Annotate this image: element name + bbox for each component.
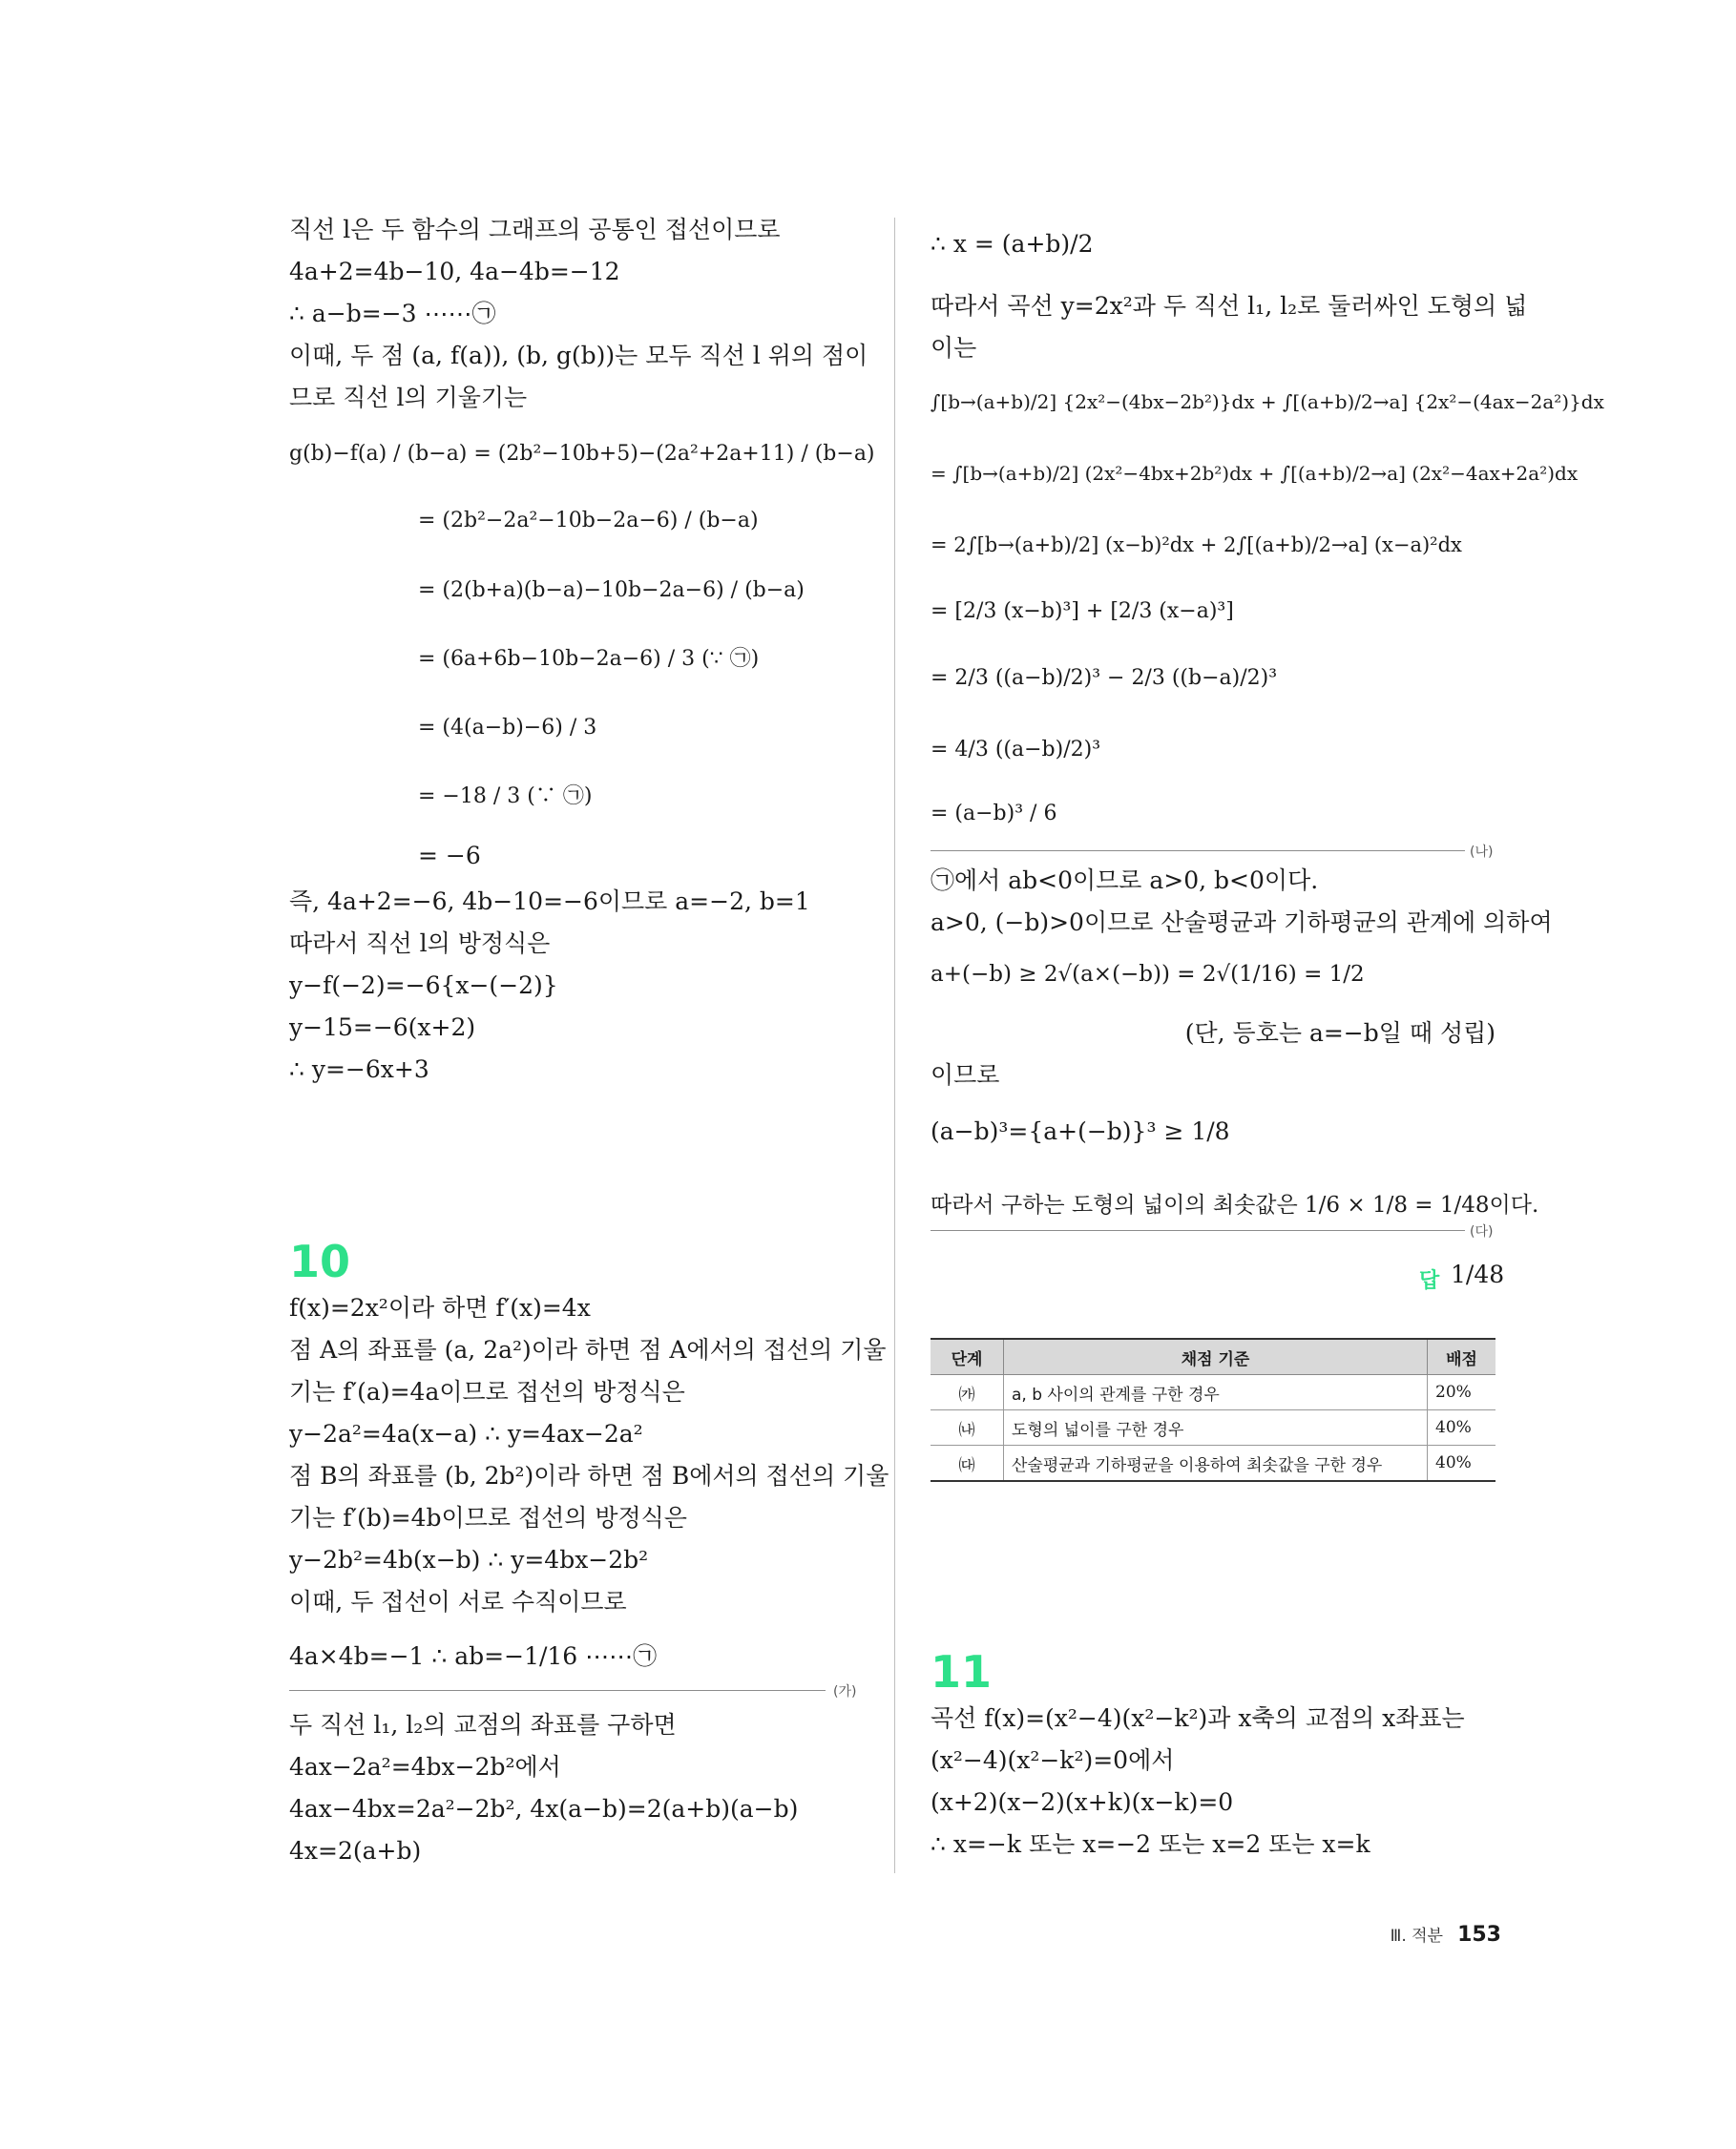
criterion-cell: 산술평균과 기하평균을 이용하여 최솟값을 구한 경우: [1004, 1446, 1428, 1482]
solution-line: ∴ x = (a+b)/2: [931, 230, 1094, 258]
solution-line: 직선 l은 두 함수의 그래프의 공통인 접선이므로: [289, 216, 781, 243]
integral-line: = 2∫[b→(a+b)/2] (x−b)²dx + 2∫[(a+b)/2→a] (x−a)²dx: [931, 533, 1462, 556]
page-footer: [1391, 1922, 1501, 1947]
solution-line: a+(−b) ≥ 2√(a×(−b)) = 2√(1/16) = 1/2: [931, 962, 1365, 987]
step-divider: [931, 1230, 1465, 1231]
solution-line: 4x=2(a+b): [289, 1837, 422, 1865]
step-cell: ㈏: [931, 1410, 1004, 1446]
answer-value: 1/48: [1451, 1261, 1505, 1288]
solution-line: 즉, 4a+2=−6, 4b−10=−6이므로 a=−2, b=1: [289, 887, 810, 915]
solution-line: y−2a²=4a(x−a) ∴ y=4ax−2a²: [289, 1420, 643, 1448]
solution-line: 이때, 두 접선이 서로 수직이므로: [289, 1588, 627, 1616]
solution-line: (x²−4)(x²−k²)=0에서: [931, 1746, 1175, 1774]
solution-line: 기는 f′(a)=4a이므로 접선의 방정식은: [289, 1378, 685, 1406]
integral-line: = 4/3 ((a−b)/2)³: [931, 738, 1101, 762]
table-header: 배점: [1428, 1339, 1496, 1375]
solution-line: 점 B의 좌표를 (b, 2b²)이라 하면 점 B에서의 접선의 기울: [289, 1462, 889, 1490]
table-header: 단계: [931, 1339, 1004, 1375]
solution-line: 점 A의 좌표를 (a, 2a²)이라 하면 점 A에서의 접선의 기울: [289, 1336, 887, 1364]
step-divider: [289, 1690, 826, 1691]
solution-line: 이때, 두 점 (a, f(a)), (b, g(b))는 모두 직선 l 위의 점이: [289, 342, 868, 369]
page-number: 153: [1457, 1923, 1501, 1947]
solution-line: y−f(−2)=−6{x−(−2)}: [289, 971, 558, 999]
criterion-cell: 도형의 넓이를 구한 경우: [1004, 1410, 1428, 1446]
answer-label: 답: [1419, 1269, 1440, 1293]
equation-line: = (6a+6b−10b−2a−6) / 3 (∵ ㉠): [418, 647, 760, 671]
solution-line: 4a×4b=−1 ∴ ab=−1/16 ⋯⋯㉠: [289, 1642, 658, 1670]
score-cell: 40%: [1428, 1446, 1496, 1482]
integral-line: = ∫[b→(a+b)/2] (2x²−4bx+2b²)dx + ∫[(a+b)/2→a] (2x²−4ax+2a²)dx: [931, 462, 1579, 485]
solution-line: ∴ x=−k 또는 x=−2 또는 x=2 또는 x=k: [931, 1830, 1370, 1858]
score-cell: 40%: [1428, 1410, 1496, 1446]
grading-table: [931, 1338, 1495, 1482]
solution-line: 이므로: [931, 1061, 1000, 1089]
table-row: [931, 1410, 1495, 1446]
solution-line: y−15=−6(x+2): [289, 1013, 476, 1041]
integral-line: ∫[b→(a+b)/2] {2x²−(4bx−2b²)}dx + ∫[(a+b)/2→a] {2x²−(4ax−2a²)}dx: [931, 390, 1604, 413]
solution-line: 따라서 곡선 y=2x²과 두 직선 l₁, l₂로 둘러싸인 도형의 넓: [931, 292, 1528, 320]
solution-line: 따라서 구하는 도형의 넓이의 최솟값은 1/6 × 1/8 = 1/48이다.: [931, 1193, 1539, 1218]
solution-line: 4ax−2a²=4bx−2b²에서: [289, 1753, 561, 1781]
solution-line: 4ax−4bx=2a²−2b², 4x(a−b)=2(a+b)(a−b): [289, 1795, 799, 1823]
step-label: (나): [1470, 845, 1494, 860]
step-cell: ㈎: [931, 1375, 1004, 1410]
table-header-row: [931, 1339, 1495, 1375]
solution-line: (a−b)³={a+(−b)}³ ≥ 1/8: [931, 1117, 1230, 1145]
solution-line: a>0, (−b)>0이므로 산술평균과 기하평균의 관계에 의하여: [931, 908, 1553, 936]
solution-line: 곡선 f(x)=(x²−4)(x²−k²)과 x축의 교점의 x좌표는: [931, 1704, 1465, 1732]
solution-line: (x+2)(x−2)(x+k)(x−k)=0: [931, 1788, 1234, 1816]
solution-line: ㉠에서 ab<0이므로 a>0, b<0이다.: [931, 866, 1319, 894]
equation-line: = (2(b+a)(b−a)−10b−2a−6) / (b−a): [418, 578, 805, 602]
solution-line: 두 직선 l₁, l₂의 교점의 좌표를 구하면: [289, 1711, 677, 1739]
column-divider: [894, 218, 895, 1873]
solution-line: ∴ a−b=−3 ⋯⋯㉠: [289, 300, 496, 327]
equation-line: g(b)−f(a) / (b−a) = (2b²−10b+5)−(2a²+2a+11) / (b−a): [289, 442, 875, 466]
problem-number: 10: [289, 1236, 351, 1287]
score-cell: 20%: [1428, 1375, 1496, 1410]
equation-line: = −18 / 3 (∵ ㉠): [418, 784, 593, 808]
solution-line: ∴ y=−6x+3: [289, 1055, 429, 1083]
problem-number: 11: [931, 1646, 993, 1698]
integral-line: = (a−b)³ / 6: [931, 802, 1057, 825]
solution-line: f(x)=2x²이라 하면 f′(x)=4x: [289, 1294, 591, 1322]
solution-line: 따라서 직선 l의 방정식은: [289, 929, 551, 957]
integral-line: = 2/3 ((a−b)/2)³ − 2/3 ((b−a)/2)³: [931, 666, 1278, 690]
table-row: [931, 1375, 1495, 1410]
solution-line: 이는: [931, 334, 977, 362]
solution-line: y−2b²=4b(x−b) ∴ y=4bx−2b²: [289, 1546, 649, 1574]
step-cell: ㈐: [931, 1446, 1004, 1482]
equation-line: = (2b²−2a²−10b−2a−6) / (b−a): [418, 509, 759, 532]
section-title: Ⅲ. 적분: [1390, 1927, 1443, 1946]
solution-line: 4a+2=4b−10, 4a−4b=−12: [289, 258, 620, 285]
step-label: (다): [1470, 1224, 1494, 1240]
table-row: [931, 1446, 1495, 1482]
solution-line: 므로 직선 l의 기울기는: [289, 384, 528, 411]
step-label: (가): [833, 1684, 857, 1700]
table-header: 채점 기준: [1004, 1339, 1428, 1375]
solution-line: (단, 등호는 a=−b일 때 성립): [1184, 1019, 1495, 1047]
equation-line: = −6: [418, 842, 481, 869]
integral-line: = [2/3 (x−b)³] + [2/3 (x−a)³]: [931, 599, 1234, 623]
solution-line: 기는 f′(b)=4b이므로 접선의 방정식은: [289, 1504, 687, 1532]
step-divider: [931, 850, 1465, 851]
criterion-cell: a, b 사이의 관계를 구한 경우: [1004, 1375, 1428, 1410]
equation-line: = (4(a−b)−6) / 3: [418, 716, 597, 740]
